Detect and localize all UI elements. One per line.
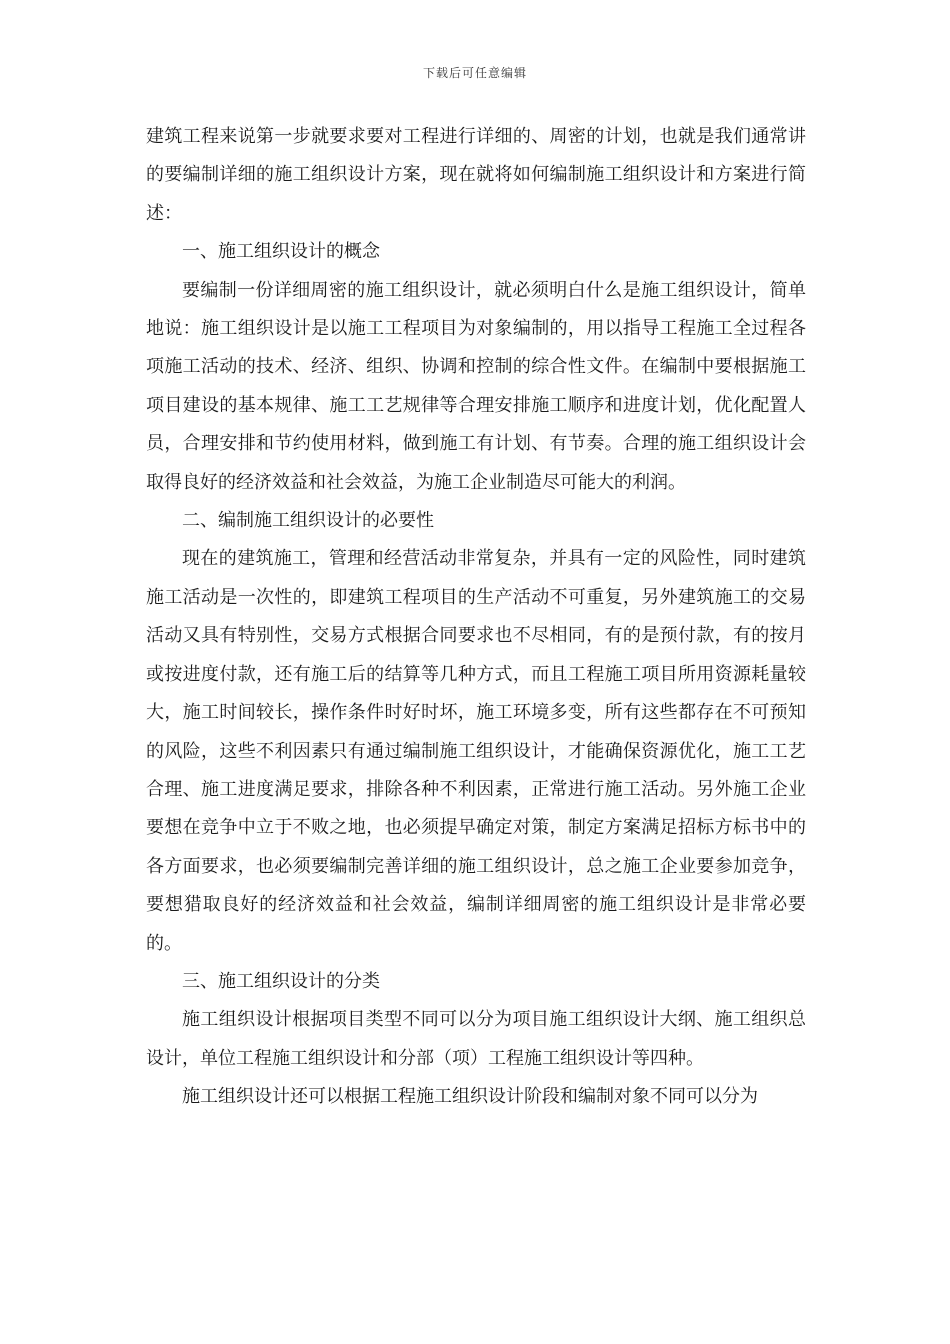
section-heading-classification: 三、施工组织设计的分类 <box>182 970 380 992</box>
paragraph-necessity: 现在的建筑施工，管理和经营活动非常复杂，并具有一定的风险性，同时建筑施工活动是一次性的，即建筑工程项目的生产活动不可重复，另外建筑施工的交易活动又具有特别性，交易方式根据合同要求也不尽相同，有的是预付款，有的按月或按进度付款，还有施工后的结算等几种方式，而且工程施工项目所用资源耗量较大，施工时间较长，操作条件时好时坏，施工环境多变，所有这些都存在不可预知的风险，这些不利因素只有通过编制施工组织设计，才能确保资源优化，施工工艺合理、施工进度满足要求，排除各种不利因素，正常进行施工活动。另外施工企业要想在竞争中立于不败之地，也必须提早确定对策，制定方案满足招标方标书中的各方面要求，也必须要编制完善详细的施工组织设计，总之施工企业要参加竞争，要想猎取良好的经济效益和社会效益，编制详细周密的施工组织设计是非常必要的。 <box>146 548 806 954</box>
paragraph-classification: 施工组织设计根据项目类型不同可以分为项目施工组织设计大纲、施工组织总设计，单位工程施工组织设计和分部（项）工程施工组织设计等四种。 <box>146 1009 806 1069</box>
paragraph-concept: 要编制一份详细周密的施工组织设计，就必须明白什么是施工组织设计，简单地说：施工组织设计是以施工工程项目为对象编制的，用以指导工程施工全过程各项施工活动的技术、经济、组织、协调和控制的综合性文件。在编制中要根据施工项目建设的基本规律、施工工艺规律等合理安排施工顺序和进度计划，优化配置人员，合理安排和节约使用材料，做到施工有计划、有节奏。合理的施工组织设计会取得良好的经济效益和社会效益，为施工企业制造尽可能大的利润。 <box>146 279 806 493</box>
page-header: 下载后可任意编辑 <box>422 66 527 80</box>
document-body <box>146 118 806 1117</box>
section-heading-necessity: 二、编制施工组织设计的必要性 <box>182 510 434 532</box>
paragraph-intro-continued: 建筑工程来说第一步就要求要对工程进行详细的、周密的计划，也就是我们通常讲的要编制详细的施工组织设计方案，现在就将如何编制施工组织设计和方案进行简述： <box>146 126 806 224</box>
paragraph-classification-stages: 施工组织设计还可以根据工程施工组织设计阶段和编制对象不同可以分为 <box>182 1086 758 1108</box>
section-heading-concept: 一、施工组织设计的概念 <box>182 241 380 263</box>
